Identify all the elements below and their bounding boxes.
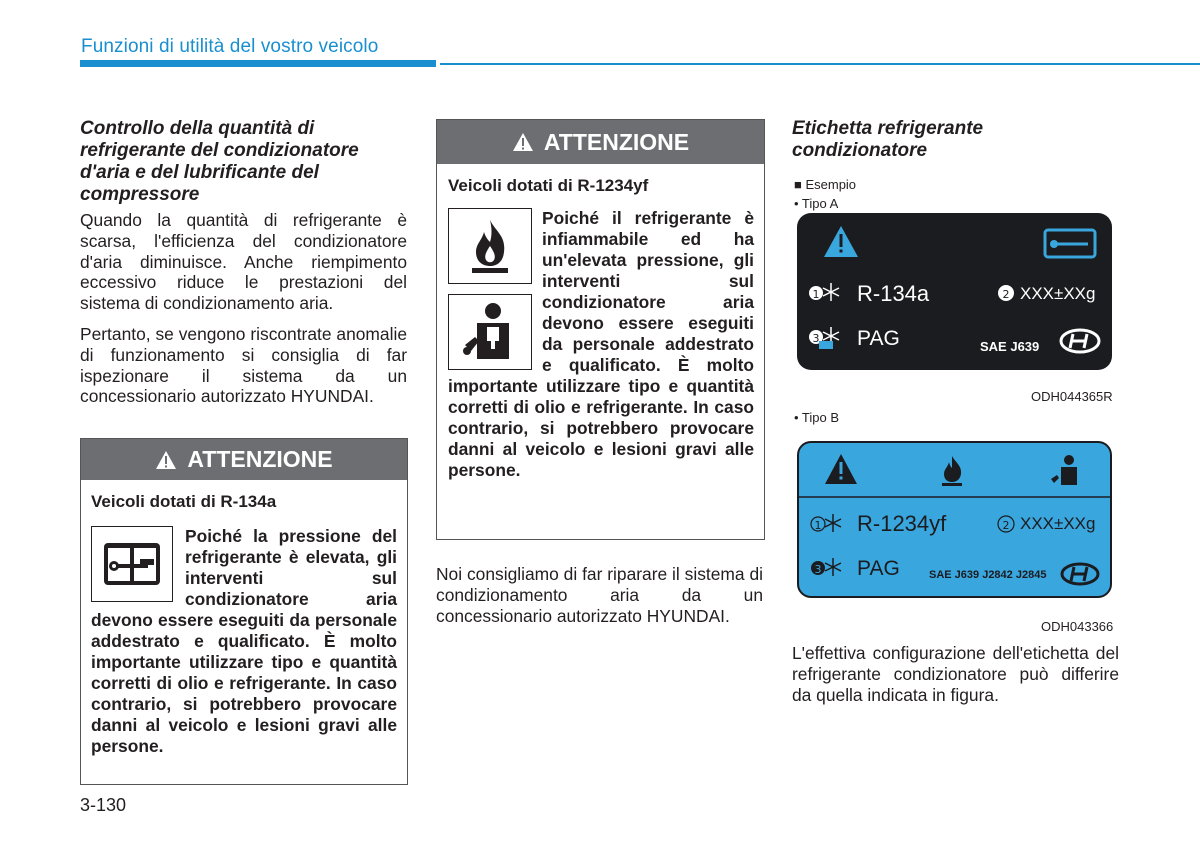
refrigerant-snowflake-icon xyxy=(809,283,839,301)
right-note: L'effettiva configurazione dell'etichetta del refrigerante condizionatore può differire da quella indicata in figura. xyxy=(792,643,1119,705)
flammable-icon-box xyxy=(448,208,532,284)
svg-text:2: 2 xyxy=(1002,519,1010,532)
header-rule xyxy=(80,60,436,67)
warning-triangle-icon xyxy=(824,226,858,257)
right-column xyxy=(792,118,1119,162)
refrigerant-type: R-1234yf xyxy=(857,511,947,536)
service-manual-icon xyxy=(1045,230,1095,257)
left-paragraph-1: Quando la quantità di refrigerante è scarsa, l'efficienza del condizionatore d'aria diminuisce. Anche riempimento eccessivo riduce le prestazioni del sistema di condizionamento aria. xyxy=(80,210,407,314)
refrigerant-quantity: XXX±XXg xyxy=(1020,284,1096,303)
left-paragraph-2: Pertanto, se vengono riscontrate anomalie di funzionamento si consiglia di far ispezionare il sistema da un concessionario autorizzato HYUNDAI. xyxy=(80,323,407,407)
example-label: ■ Esempio xyxy=(794,177,857,192)
type-a-label: • Tipo A xyxy=(794,196,839,211)
quantity-number-icon xyxy=(998,285,1014,301)
svg-text:3: 3 xyxy=(814,563,822,576)
hyundai-logo-icon xyxy=(1061,330,1099,352)
flame-icon xyxy=(466,216,514,276)
warning-text: Poiché il refrigerante è infiammabile ed ha un'elevata pressione, gli interventi sul condizionatore aria devono essere eseguiti da personale addestrato e qualificato. È molto importante utilizzare tipo e quantità corretti di olio e refrigerante. In caso contrario, si potrebbero provocare danni al veicolo e lesioni gravi alle persone. xyxy=(448,208,754,480)
oil-type: PAG xyxy=(857,557,900,580)
left-column xyxy=(80,118,407,417)
refrigerant-type: R-134a xyxy=(857,281,930,306)
left-heading: Controllo della quantità di refrigerante del condizionatore d'aria e del lubrificante del compressore xyxy=(80,118,359,205)
page-number: 3-130 xyxy=(80,795,127,815)
svg-text:3: 3 xyxy=(812,332,820,345)
warning-triangle-icon xyxy=(512,132,534,152)
refrigerant-snowflake-icon xyxy=(811,514,841,532)
warning-title: ATTENZIONE xyxy=(187,446,333,472)
oil-snowflake-icon xyxy=(809,327,839,349)
refrigerant-quantity: XXX±XXg xyxy=(1020,514,1096,533)
refrigerant-label-type-a xyxy=(797,213,1112,370)
section-title: Funzioni di utilità del vostro veicolo xyxy=(81,36,379,57)
header-rule-thin xyxy=(440,63,1200,65)
warning-header xyxy=(437,120,764,164)
hyundai-logo-icon xyxy=(1062,564,1098,584)
warning-header xyxy=(81,439,407,480)
svg-text:1: 1 xyxy=(812,288,820,301)
quantity-number-icon xyxy=(998,516,1014,532)
oil-type: PAG xyxy=(857,327,900,350)
warning-text: Poiché la pressione del refrigerante è elevata, gli interventi sul condizionatore aria devono essere eseguiti da personale addestrato e qualificato. È molto importante utilizzare tipo e quantità corretti di olio e refrigerante. In caso contrario, si potrebbero provocare danni al veicolo e lesioni gravi alle persone. xyxy=(91,526,397,756)
refrigerant-label-type-b xyxy=(797,441,1112,598)
technician-icon xyxy=(461,301,519,363)
right-heading: Etichetta refrigerante condizionatore xyxy=(792,118,984,161)
middle-paragraph: Noi consigliamo di far riparare il sistema di condizionamento aria da un concessionario autorizzato HYUNDAI. xyxy=(436,564,763,626)
warning-subtitle: Veicoli dotati di R-134a xyxy=(91,492,277,511)
sae-standard: SAE J639 xyxy=(980,339,1040,354)
service-manual-icon xyxy=(102,541,162,587)
warning-triangle-icon xyxy=(825,454,857,484)
warning-title: ATTENZIONE xyxy=(543,128,690,155)
warning-box-r134a xyxy=(80,438,408,785)
warning-box-r1234yf xyxy=(436,119,765,540)
image-code-a: ODH044365R xyxy=(1031,389,1113,404)
sae-standard: SAE J639 J2842 J2845 xyxy=(929,569,1047,581)
svg-text:1: 1 xyxy=(814,519,822,532)
service-manual-icon-box xyxy=(91,526,173,602)
oil-snowflake-icon xyxy=(811,558,841,576)
flame-icon xyxy=(942,456,962,486)
warning-subtitle: Veicoli dotati di R-1234yf xyxy=(448,176,649,195)
warning-triangle-icon xyxy=(155,450,177,470)
technician-icon xyxy=(1051,455,1077,485)
svg-text:2: 2 xyxy=(1002,288,1010,301)
technician-icon-box xyxy=(448,294,532,370)
type-b-label: • Tipo B xyxy=(794,410,840,425)
image-code-b: ODH043366 xyxy=(1041,619,1114,634)
